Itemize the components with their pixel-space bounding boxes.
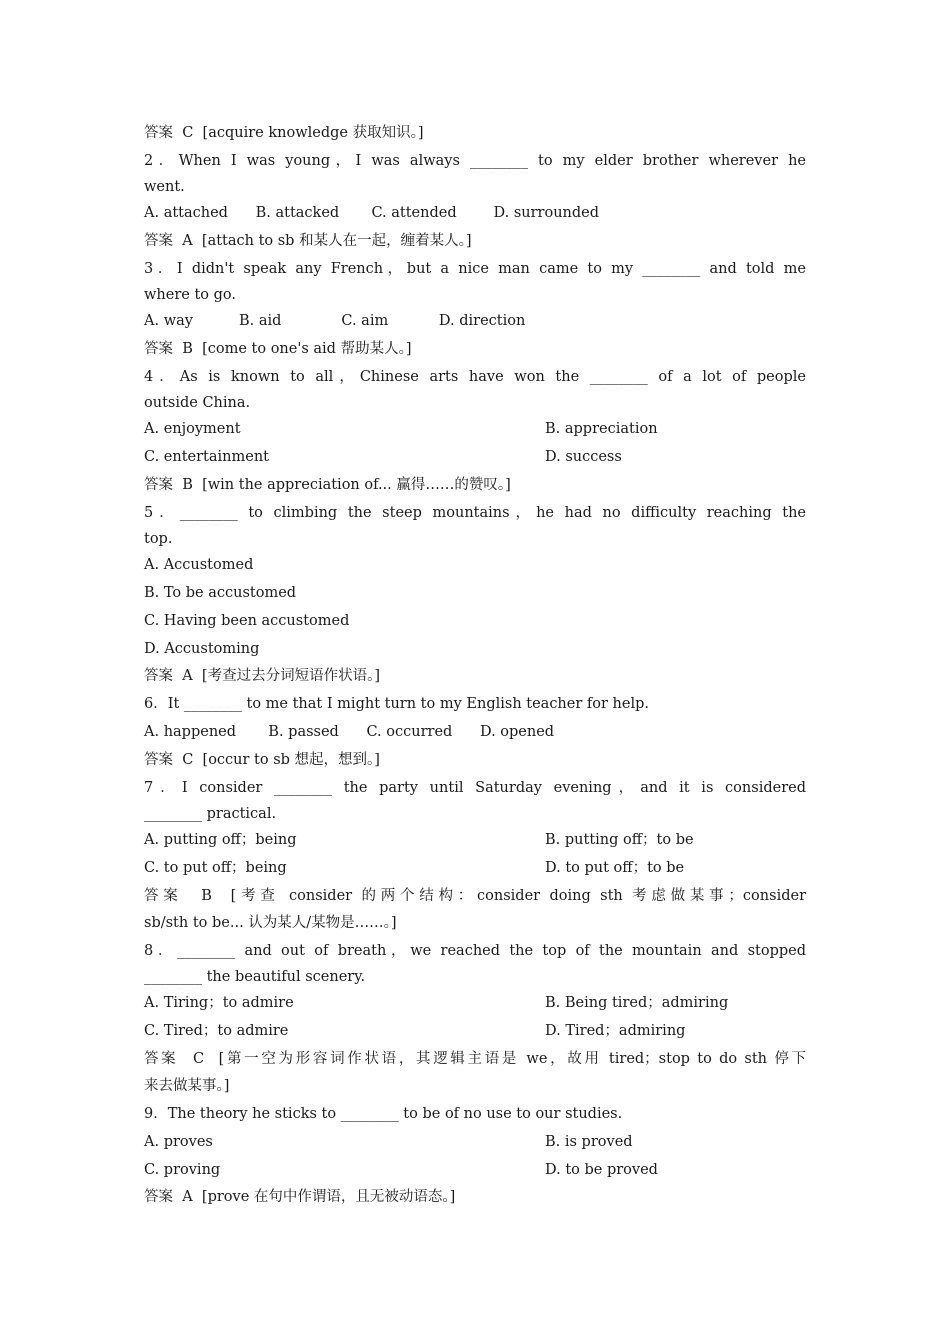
option-c: C. Tired；to admire [144,1023,289,1039]
option-d: D. Tired；admiring [545,1023,686,1039]
question-stem-cont: top. [144,531,173,547]
question-stem-cont: ________ the beautiful scenery. [144,969,366,985]
option-a: A. enjoyment [144,421,241,437]
option-b: B. is proved [545,1134,633,1150]
option-d: D. Accustoming [144,641,260,657]
answer-line: 答案 B [come to one's aid 帮助某人。] [144,341,412,357]
answer-line-cont: sb/sth to be... 认为某人/某物是……。] [144,915,397,931]
question-stem: 3．I didn't speak any French，but a nice man came to my ________ and told me [144,261,806,277]
question-stem-cont: outside China. [144,395,251,411]
question-stem: 2．When I was young，I was always ________ to my elder brother wherever he [144,153,806,169]
options-line: A. happened B. passed C. occurred D. opened [144,724,555,740]
option-d: D. to be proved [545,1162,658,1178]
question-stem: 9．The theory he sticks to ________ to be of no use to our studies. [144,1106,623,1122]
option-c: C. proving [144,1162,221,1178]
question-stem: 6．It ________ to me that I might turn to my English teacher for help. [144,696,649,712]
question-stem: 4．As is known to all，Chinese arts have won the ________ of a lot of people [144,369,806,385]
answer-line-cont: 来去做某事。] [144,1078,230,1094]
answer-line: 答案 A [prove 在句中作谓语，且无被动语态。] [144,1189,456,1205]
option-b: B. Being tired；admiring [545,995,729,1011]
question-stem-cont: where to go. [144,287,236,303]
option-b: B. appreciation [545,421,658,437]
question-stem-cont: ________ practical. [144,806,277,822]
question-stem: 5．________ to climbing the steep mountains，he had no difficulty reaching the [144,505,806,521]
answer-line: 答案 C [第一空为形容词作状语，其逻辑主语是 we，故用 tired；stop to do sth 停下 [144,1051,806,1067]
question-stem-cont: went. [144,179,185,195]
option-d: D. success [545,449,622,465]
option-a: A. Accustomed [144,557,254,573]
answer-line: 答案 B [考查 consider 的两个结构：consider doing sth 考虑做某事；consider [144,888,806,904]
answer-line: 答案 B [win the appreciation of... 赢得……的赞叹。] [144,477,511,493]
question-stem: 7．I consider ________ the party until Saturday evening，and it is considered [144,780,806,796]
answer-line: 答案 C [occur to sb 想起，想到。] [144,752,380,768]
option-b: B. To be accustomed [144,585,297,601]
option-a: A. Tiring；to admire [144,995,294,1011]
options-line: A. attached B. attacked C. attended D. surrounded [144,205,600,221]
option-a: A. putting off；being [144,832,297,848]
option-b: B. putting off；to be [545,832,694,848]
answer-line: 答案 A [考查过去分词短语作状语。] [144,668,380,684]
option-c: C. to put off；being [144,860,287,876]
option-d: D. to put off；to be [545,860,685,876]
options-line: A. way B. aid C. aim D. direction [144,313,526,329]
option-a: A. proves [144,1134,213,1150]
option-c: C. entertainment [144,449,269,465]
answer-line: 答案 C [acquire knowledge 获取知识。] [144,125,424,141]
option-c: C. Having been accustomed [144,613,350,629]
answer-line: 答案 A [attach to sb 和某人在一起，缠着某人。] [144,233,472,249]
question-stem: 8．________ and out of breath，we reached the top of the mountain and stopped [144,943,806,959]
